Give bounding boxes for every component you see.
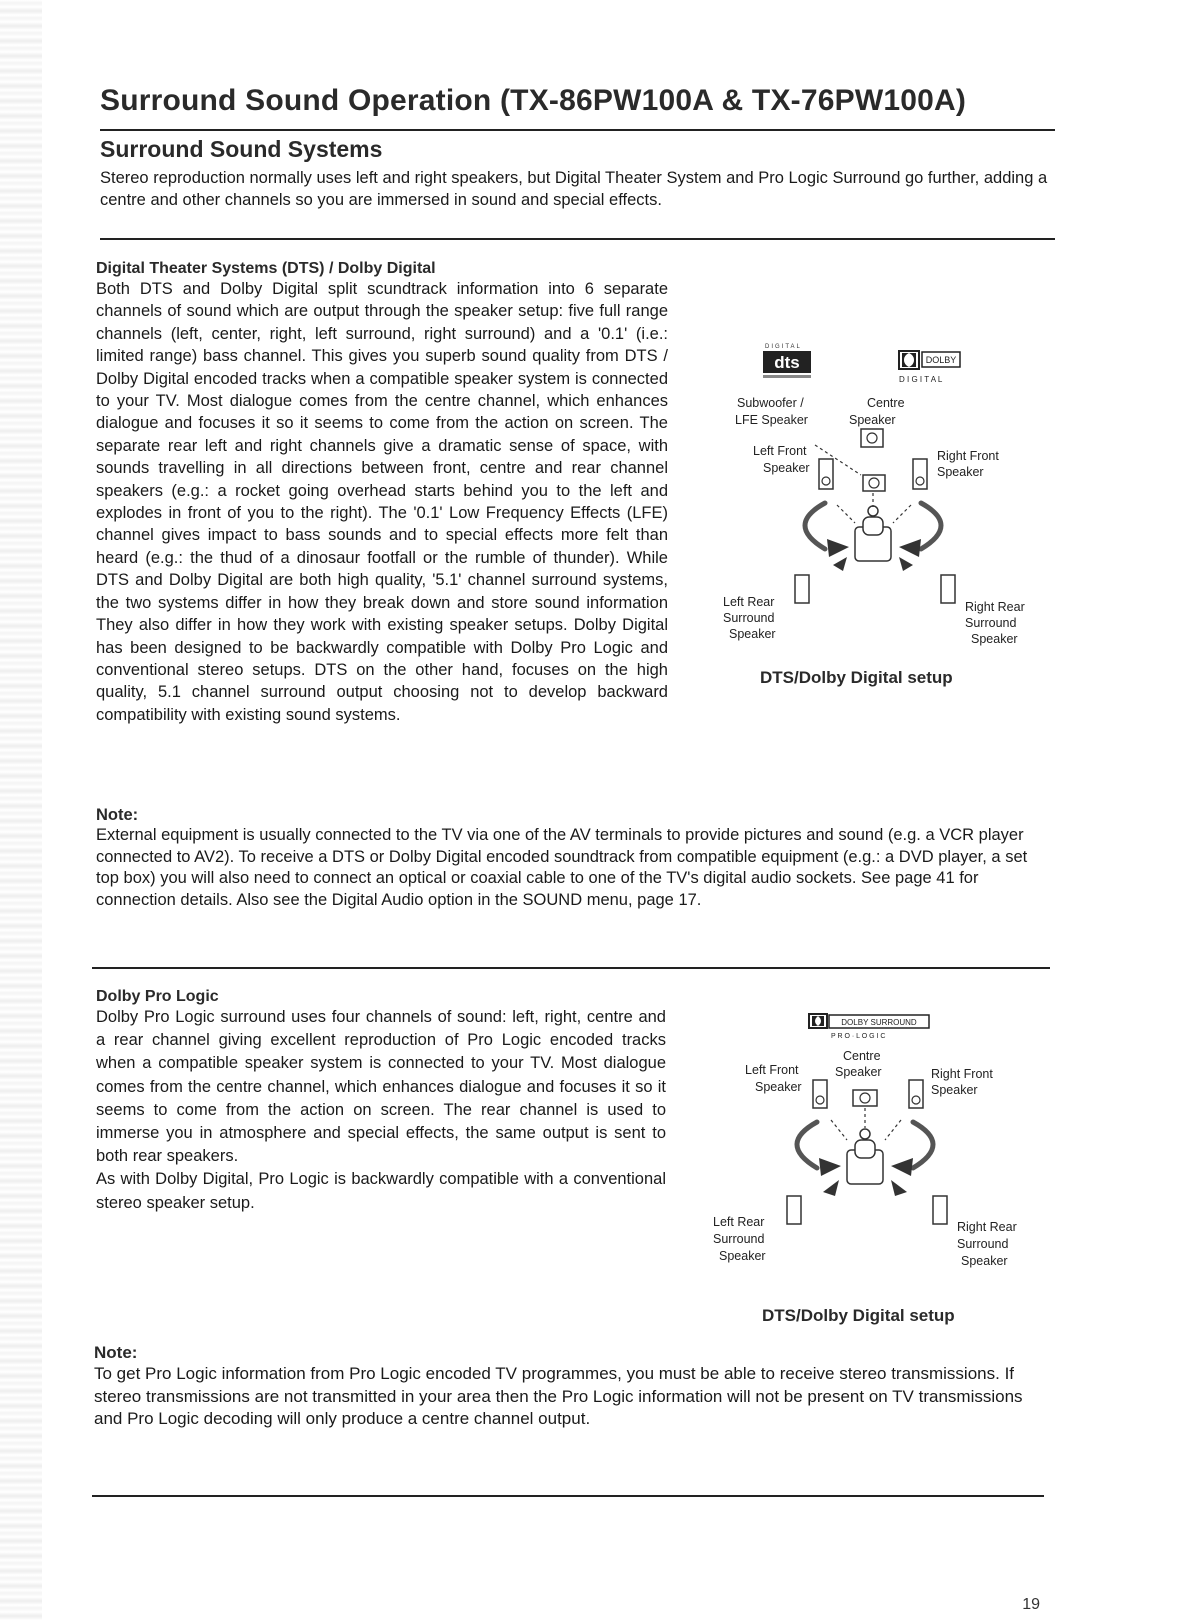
prologic-section (96, 988, 666, 1215)
dts-logo (763, 344, 811, 378)
prologic-body-2: As with Dolby Digital, Pro Logic is backwardly compatible with a conventional stereo speaker setup. (96, 1170, 666, 1212)
scan-edge-artifact (0, 0, 42, 1620)
svg-text:DIGITAL: DIGITAL (765, 344, 802, 350)
dts-left-rear-label-3: Speaker (729, 627, 776, 641)
dolby-surround-logo (809, 1014, 929, 1040)
dts-right-rear-label-1: Right Rear (965, 600, 1025, 614)
dts-right-rear-label-2: Surround (965, 616, 1017, 630)
prologic-logo-sub: P R O · L O G I C (831, 1033, 886, 1040)
prologic-body-1: Dolby Pro Logic surround uses four channels of sound: left, right, centre and a rear channel giving excellent reproduction of Pro Logic encoded tracks when a compatible speaker system is connected to your TV. Most dialogue comes from the centre channel, which enhances dialogue and focuses it so it seems to come from the action on screen. The rear channel is used to immerse you in atmosphere and special effects, the same output is sent to both rear speakers. (96, 1008, 666, 1166)
dts-centre-label-1: Centre (867, 396, 905, 410)
prologic-left-rear-speaker-icon (787, 1196, 801, 1224)
prologic-heading: Dolby Pro Logic (96, 988, 219, 1005)
page-title: Surround Sound Operation (TX-86PW100A & TX-76PW100A) (100, 84, 967, 117)
prologic-right-rear-speaker-icon (933, 1196, 947, 1224)
mid-divider (92, 967, 1050, 969)
dts-logo-text: dts (774, 353, 800, 372)
title-divider (100, 129, 1055, 131)
dts-left-rear-label-2: Surround (723, 611, 775, 625)
dts-right-rear-speaker-icon (941, 575, 955, 603)
dts-note-label: Note: (96, 806, 139, 824)
dts-centre-label-2: Speaker (849, 413, 896, 427)
prologic-speaker-diagram (705, 1010, 1045, 1275)
prologic-left-rear-label-3: Speaker (719, 1249, 766, 1263)
dts-section (96, 260, 668, 726)
dts-left-front-label-2: Speaker (763, 461, 810, 475)
intro-paragraph: Stereo reproduction normally uses left and right speakers, but Digital Theater System and Pro Logic Surround go further, adding a centre and other channels so you are immersed in sound and special effects. (100, 169, 1048, 209)
prologic-diagram-caption: DTS/Dolby Digital setup (762, 1306, 955, 1325)
prologic-right-rear-label-1: Right Rear (957, 1220, 1017, 1234)
dts-note (96, 806, 1048, 911)
dolby-logo-sub: D I G I T A L (899, 375, 943, 384)
dolby-logo-text: DOLBY (925, 355, 957, 365)
page-number: 19 (1022, 1596, 1040, 1613)
dts-listener-chair-icon (855, 506, 891, 561)
dts-left-rear-speaker-icon (795, 575, 809, 603)
dts-right-rear-label-3: Speaker (971, 632, 1018, 646)
dts-left-rear-label-1: Left Rear (723, 595, 775, 609)
dts-body: Both DTS and Dolby Digital split scundtrack information into 6 separate channels of sound which are output through the speaker setup: five full range channels (left, center, right, left surround, right surround) and a '0.1' (i.e.: limited range) bass channel. This gives you superb sound quality from DTS / Dolby Digital encoded tracks when a compatible speaker system is connected to your TV. Most dialogue comes from the centre channel, which enhances dialogue and focuses it so it seems to come from the action on screen. The separate rear left and right channels give a dramatic sense of space, with sounds travelling in all directions between front, centre and rear channel speakers (e.g.: a rocket going overhead starts behind you to the left and explodes in front of you to the right). The '0.1' Low Frequency Effects (LFE) channel gives impact to bass sounds and to special effects more felt than heard (e.g.: the thud of a dinosaur footfall or the rumble of thunder). While DTS and Dolby Digital are both high quality, '5.1' channel surround systems, the two systems differ in how they break down and store sound information They also differ in how they work with existing speaker setups. Dolby Digital has been designed to be backwardly compatible with Dolby Pro Logic and conventional stereo setups. DTS on the other hand, focuses on the high quality, 5.1 channel surround output choosing not to develop backward compatibility with existing sound systems. (96, 280, 668, 724)
prologic-centre-label-1: Centre (843, 1049, 881, 1063)
prologic-right-rear-label-3: Speaker (961, 1254, 1008, 1268)
prologic-left-front-label-2: Speaker (755, 1080, 802, 1094)
prologic-left-rear-label-2: Surround (713, 1232, 765, 1246)
dts-diagram-caption: DTS/Dolby Digital setup (760, 668, 953, 687)
dts-note-text: External equipment is usually connected to the TV via one of the AV terminals to provide pictures and sound (e.g. a VCR player connected to AV2). To receive a DTS or Dolby Digital encoded soundtrack from compatible equipment (e.g.: a DVD player, a set top box) you will also need to connect an optical or coaxial cable to one of the TV's digital audio sockets. See page 41 for connection details. Also see the Digital Audio option in the SOUND menu, page 17. (96, 826, 1028, 909)
prologic-left-front-label-1: Left Front (745, 1063, 799, 1077)
prologic-left-rear-label-1: Left Rear (713, 1215, 765, 1229)
prologic-right-front-label-1: Right Front (931, 1067, 993, 1081)
dolby-digital-logo (899, 351, 960, 384)
dts-centre-speaker-icon (861, 429, 883, 447)
prologic-note (94, 1343, 1049, 1431)
dolby-surround-logo-text: DOLBY SURROUND (841, 1018, 917, 1027)
dts-speaker-diagram (715, 335, 1045, 655)
prologic-centre-label-2: Speaker (835, 1065, 882, 1079)
section-title: Surround Sound Systems (100, 136, 383, 162)
prologic-right-rear-label-2: Surround (957, 1237, 1009, 1251)
footer-divider (92, 1495, 1044, 1497)
dts-subwoofer-icon (863, 475, 885, 491)
intro-divider (100, 238, 1055, 240)
prologic-listener-chair-icon (847, 1129, 883, 1184)
dts-right-front-label-2: Speaker (937, 465, 984, 479)
prologic-note-text: To get Pro Logic information from Pro Logic encoded TV programmes, you must be able to receive stereo transmissions. If stereo transmissions are not transmitted in your area then the Pro Logic information will not be present on TV transmissions and Pro Logic decoding will only produce a centre channel output. (94, 1364, 1023, 1428)
dts-subwoofer-label-2: LFE Speaker (735, 413, 808, 427)
dts-subwoofer-label-1: Subwoofer / (737, 396, 804, 410)
prologic-note-label: Note: (94, 1343, 138, 1362)
dts-left-front-label-1: Left Front (753, 444, 807, 458)
prologic-right-front-label-2: Speaker (931, 1083, 978, 1097)
dts-heading: Digital Theater Systems (DTS) / Dolby Digital (96, 260, 436, 277)
dts-right-front-label-1: Right Front (937, 449, 999, 463)
